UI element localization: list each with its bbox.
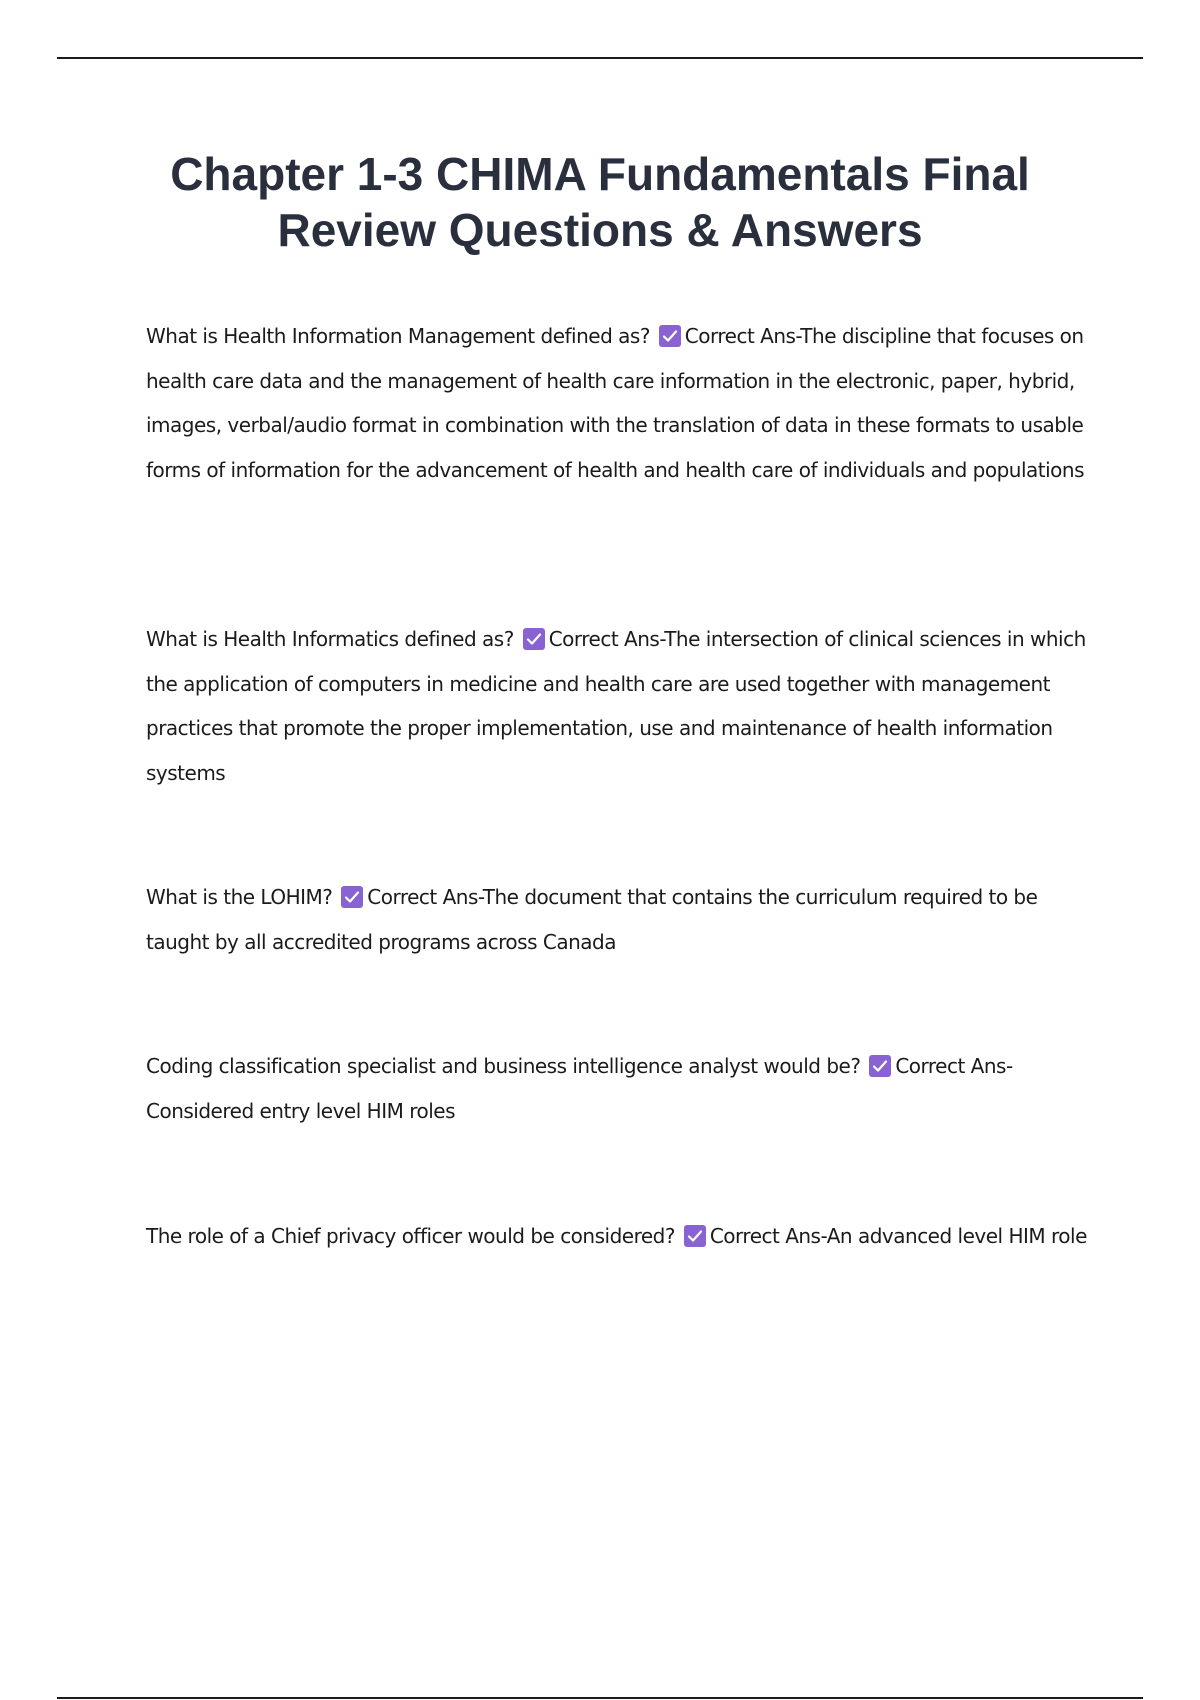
top-rule [57, 57, 1143, 59]
checkmark-icon [684, 1225, 706, 1247]
qa-item-5 [146, 1214, 1101, 1259]
question-text: What is Health Information Management defined as? [146, 324, 650, 348]
answer-text: Correct Ans-Considered entry level HIM roles [146, 1054, 1013, 1123]
question-text: What is Health Informatics defined as? [146, 627, 514, 651]
answer-text: Correct Ans-An advanced level HIM role [709, 1224, 1087, 1248]
qa-item-3 [146, 875, 1101, 964]
checkmark-icon [523, 628, 545, 650]
title-line-2: Review Questions & Answers [277, 204, 923, 256]
page-title [100, 146, 1100, 258]
question-text: The role of a Chief privacy officer would be considered? [146, 1224, 675, 1248]
checkmark-icon [659, 325, 681, 347]
checkmark-icon [341, 886, 363, 908]
answer-text: Correct Ans-The discipline that focuses on health care data and the management of health care information in the electronic, paper, hybrid, images, verbal/audio format in combination with the translation of data in these formats to usable forms of information for the advancement of health and health care of individuals and populations [146, 324, 1085, 482]
question-text: Coding classification specialist and business intelligence analyst would be? [146, 1054, 861, 1078]
question-text: What is the LOHIM? [146, 885, 333, 909]
qa-item-1 [146, 314, 1101, 492]
title-line-1: Chapter 1-3 CHIMA Fundamentals Final [170, 148, 1030, 200]
checkmark-icon [869, 1055, 891, 1077]
bottom-rule [57, 1697, 1143, 1699]
answer-text: Correct Ans-The intersection of clinical sciences in which the application of computers in medicine and health care are used together with management practices that promote the proper implementation, use and maintenance of health information systems [146, 627, 1086, 785]
qa-item-4 [146, 1044, 1101, 1133]
answer-text: Correct Ans-The document that contains the curriculum required to be taught by all accredited programs across Canada [146, 885, 1038, 954]
qa-item-2 [146, 617, 1101, 795]
